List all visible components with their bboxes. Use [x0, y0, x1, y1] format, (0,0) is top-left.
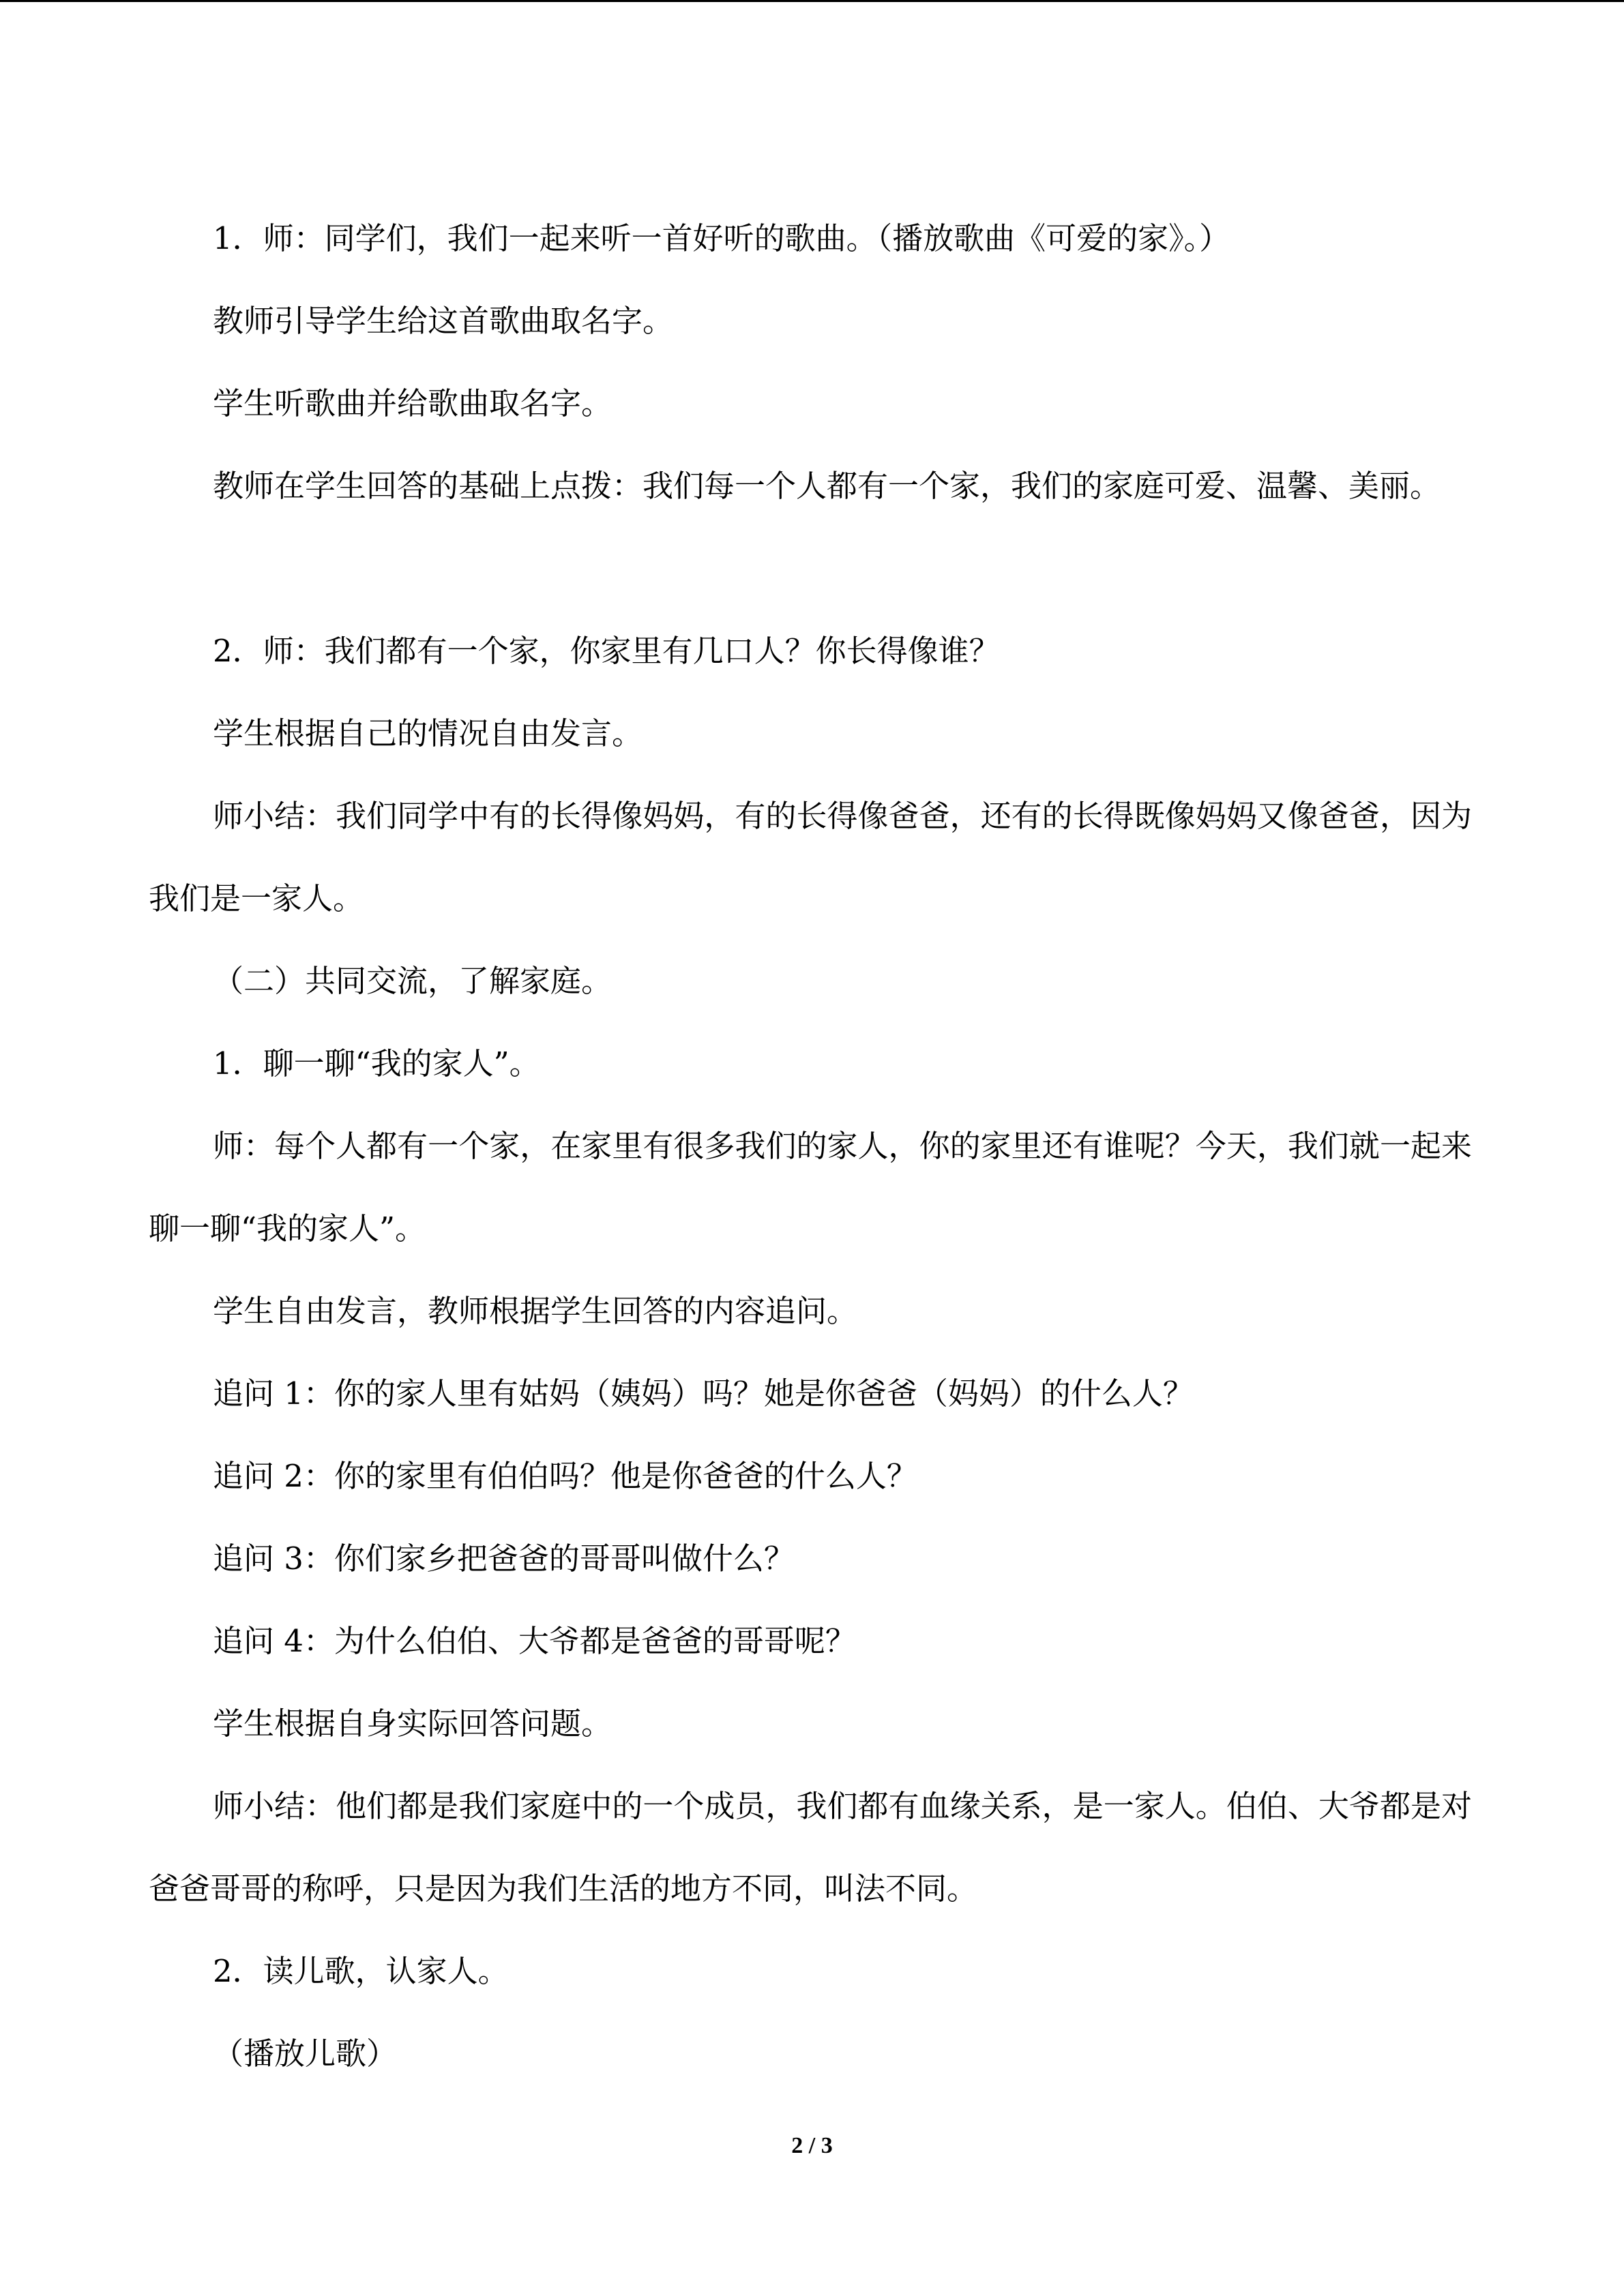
paragraph-students-name-song: 学生听歌曲并给歌曲取名字。: [213, 385, 612, 421]
top-border-line: [0, 0, 1624, 2]
paragraph-play-nursery-rhyme: （播放儿歌）: [213, 2036, 398, 2072]
paragraph-followup-question-3: 追问 3：你们家乡把爸爸的哥哥叫做什么？: [213, 1540, 795, 1577]
paragraph-teacher-summary-resemblance: 师小结：我们同学中有的长得像妈妈，有的长得像爸爸，还有的长得既像妈妈又像爸爸，因为我们是一家人。: [149, 798, 1472, 916]
paragraph-students-speak-freely: 学生根据自己的情况自由发言。: [213, 715, 643, 751]
paragraph-followup-question-1: 追问 1：你的家人里有姑妈（姨妈）吗？她是你爸爸（妈妈）的什么人？: [213, 1375, 1194, 1412]
paragraph-teacher-intro-family: 师：每个人都有一个家，在家里有很多我们的家人，你的家里还有谁呢？今天，我们就一起来聊一聊“我的家人”。: [149, 1128, 1472, 1247]
paragraph-followup-question-2: 追问 2：你的家里有伯伯吗？他是你爸爸的什么人？: [213, 1458, 917, 1494]
page-number: 2 / 3: [791, 2133, 833, 2158]
paragraph-teacher-summary-family: 教师在学生回答的基础上点拨：我们每一个人都有一个家，我们的家庭可爱、温馨、美丽。: [213, 468, 1441, 504]
paragraph-teacher-guide-naming: 教师引导学生给这首歌曲取名字。: [213, 303, 674, 339]
paragraph-students-answer: 学生根据自身实际回答问题。: [213, 1705, 612, 1742]
section-heading-communicate: （二）共同交流，了解家庭。: [213, 963, 612, 999]
paragraph-followup-question-4: 追问 4：为什么伯伯、大爷都是爸爸的哥哥呢？: [213, 1623, 856, 1659]
paragraph-listen-song: 1．师：同学们，我们一起来听一首好听的歌曲。（播放歌曲《可爱的家》。）: [213, 220, 1230, 256]
paragraph-family-members-question: 2．师：我们都有一个家，你家里有几口人？你长得像谁？: [213, 633, 1000, 669]
paragraph-teacher-summary-relatives: 师小结：他们都是我们家庭中的一个成员，我们都有血缘关系，是一家人。伯伯、大爷都是对爸爸哥哥的称呼，只是因为我们生活的地方不同，叫法不同。: [149, 1788, 1472, 1907]
paragraph-chat-my-family: 1．聊一聊“我的家人”。: [213, 1045, 540, 1082]
paragraph-read-nursery-rhyme: 2．读儿歌，认家人。: [213, 1953, 509, 1989]
paragraph-students-speak-followup: 学生自由发言，教师根据学生回答的内容追问。: [213, 1293, 858, 1329]
